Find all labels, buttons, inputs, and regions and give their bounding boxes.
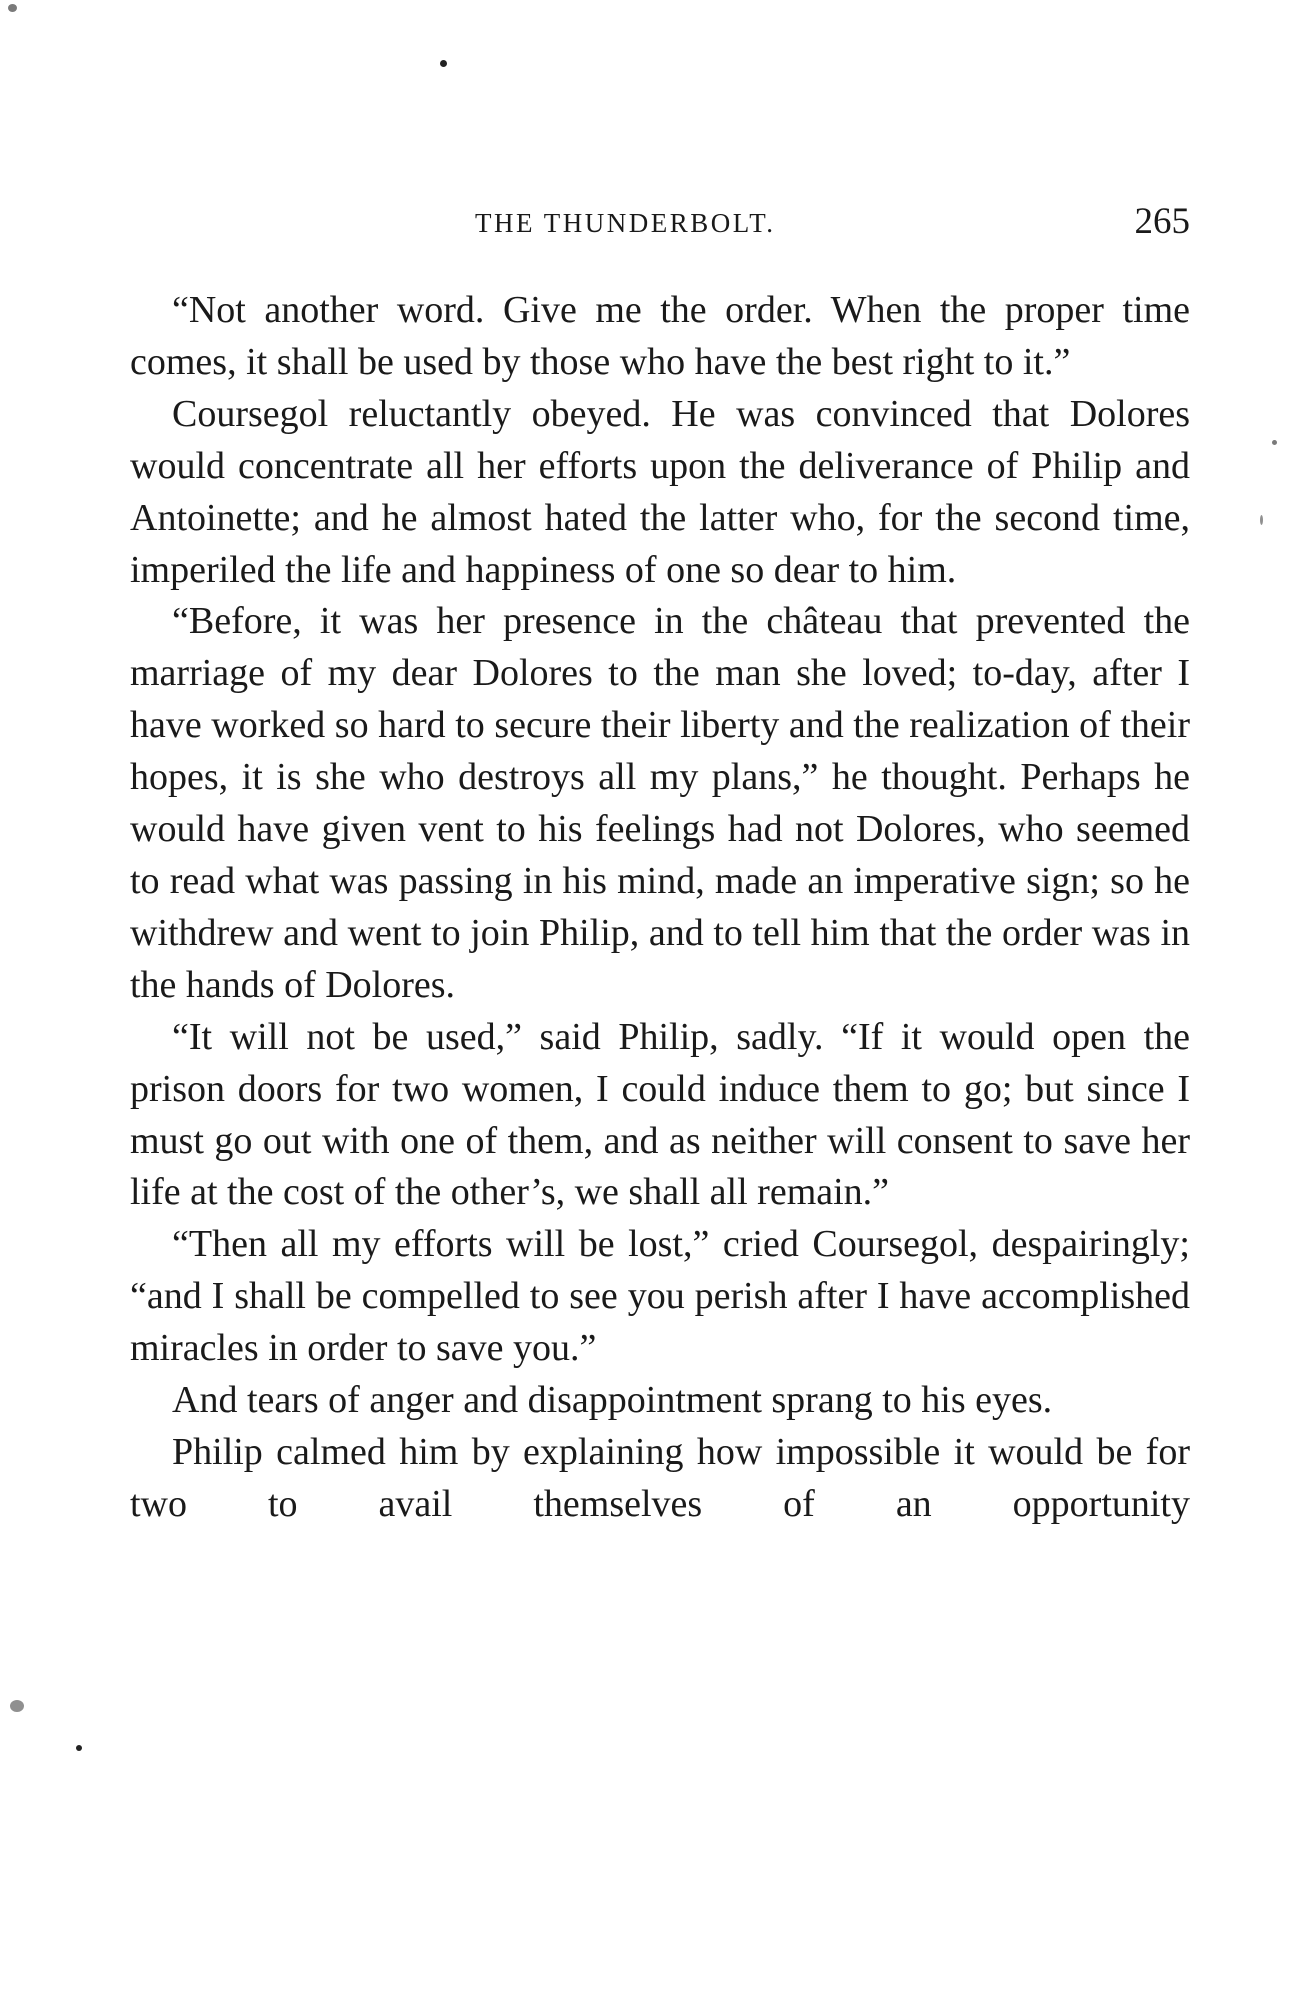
paragraph: “Before, it was her presence in the château that prevented the marriage of my dear Dolores to the man she loved; to-day, after I have worked so hard to secure their liberty and the realization of their hopes, it is she who destroys all my plans,” he thought. Perhaps he would have given vent to his feelings had not Dolores, who seemed to read what was passing in his mind, made an imperative sign; so he withdrew and went to join Philip, and to tell him that the order was in the hands of Dolores.: [130, 600, 1190, 1006]
paragraph: Coursegol reluctantly obeyed. He was convinced that Dolores would concentrate all her efforts upon the deliverance of Philip and Antoinette; and he almost hated the latter who, for the second time, imperiled the life and happiness of one so dear to him.: [130, 392, 1190, 591]
paragraph: Philip calmed him by explaining how impossible it would be for two to avail themselves of an opportunity: [130, 1430, 1190, 1525]
paragraph: “Not another word. Give me the order. When the proper time comes, it shall be used by those who have the best right to it.”: [130, 289, 1190, 383]
paragraph: “Then all my efforts will be lost,” cried Coursegol, despairingly; “and I shall be compelled to see you perish after I have accomplished miracles in order to save you.”: [130, 1223, 1190, 1370]
scan-speck: [8, 4, 17, 12]
scan-speck: [76, 1745, 82, 1751]
running-title: THE THUNDERBOLT.: [475, 208, 776, 238]
running-head: [130, 200, 1190, 250]
scan-speck: [1260, 515, 1263, 525]
scan-speck: [440, 60, 447, 67]
paragraph: “It will not be used,” said Philip, sadly. “If it would open the prison doors for two women, I could induce them to go; but since I must go out with one of them, and as neither will consent to save her life at the cost of the other’s, we shall all remain.”: [130, 1015, 1190, 1214]
scan-speck: [1272, 440, 1277, 445]
text-body: [130, 285, 1190, 1531]
paragraph: And tears of anger and disappointment sprang to his eyes.: [172, 1379, 1053, 1422]
scan-speck: [10, 1700, 24, 1712]
page-number: 265: [1134, 201, 1190, 242]
